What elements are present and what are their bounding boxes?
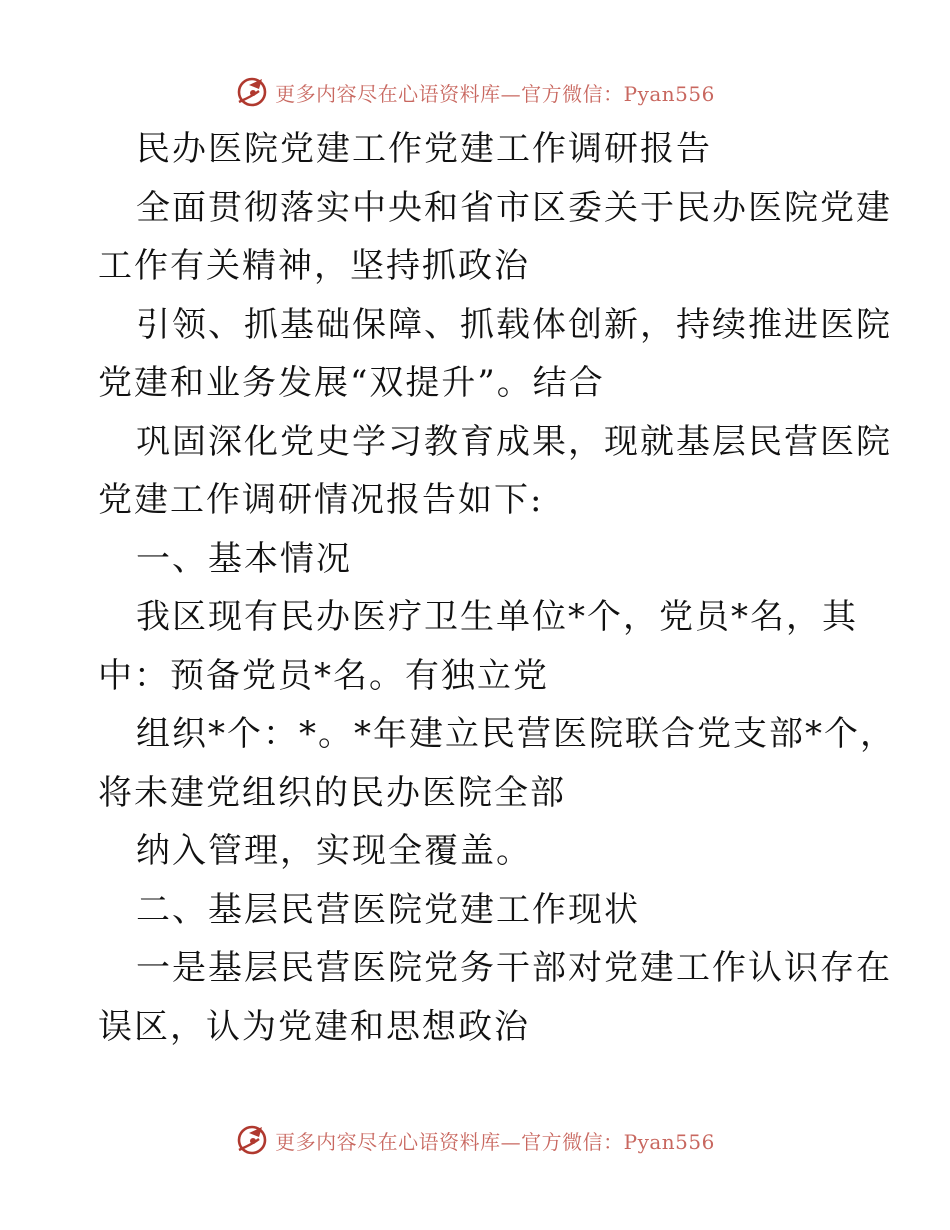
paragraph-line: 纳入管理，实现全覆盖。: [136, 831, 532, 871]
pen-circle-logo-icon: [235, 75, 269, 109]
paragraph-line: 党建工作调研情况报告如下:: [98, 480, 544, 520]
paragraph-line: 我区现有民办医疗卫生单位*个，党员*名，其: [136, 597, 858, 637]
document-body: [98, 120, 896, 1056]
paragraph-line: 组织*个：*。*年建立民营医院联合党支部*个，: [136, 714, 896, 754]
footer-banner-text: 更多内容尽在心语资料库—官方微信：Pyan556: [275, 1129, 715, 1154]
header-banner: [0, 72, 950, 112]
paragraph-line: 一是基层民营医院党务干部对党建工作认识存在: [136, 948, 892, 988]
footer-banner: [0, 1120, 950, 1160]
paragraph-line: 中：预备党员*名。有独立党: [98, 655, 549, 696]
section-heading: 二、基层民营医院党建工作现状: [136, 889, 640, 930]
paragraph-line: 党建和业务发展“双提升”。结合: [98, 363, 605, 403]
header-banner-inner: [235, 75, 715, 109]
paragraph-line: 全面贯彻落实中央和省市区委关于民办医院党建: [136, 187, 892, 228]
paragraph-line: 引领、抓基础保障、抓载体创新，持续推进医院: [136, 304, 892, 345]
paragraph-line: 工作有关精神，坚持抓政治: [98, 246, 530, 286]
section-heading: 一、基本情况: [136, 538, 352, 579]
footer-banner-inner: [235, 1123, 715, 1157]
paragraph-line: 将未建党组织的民办医院全部: [98, 772, 566, 813]
document-title: 民办医院党建工作党建工作调研报告: [136, 129, 712, 169]
paragraph-line: 巩固深化党史学习教育成果，现就基层民营医院: [136, 421, 892, 462]
paragraph-line: 误区，认为党建和思想政治: [98, 1006, 530, 1047]
pen-circle-logo-icon: [235, 1123, 269, 1157]
header-banner-text: 更多内容尽在心语资料库—官方微信：Pyan556: [275, 81, 715, 106]
